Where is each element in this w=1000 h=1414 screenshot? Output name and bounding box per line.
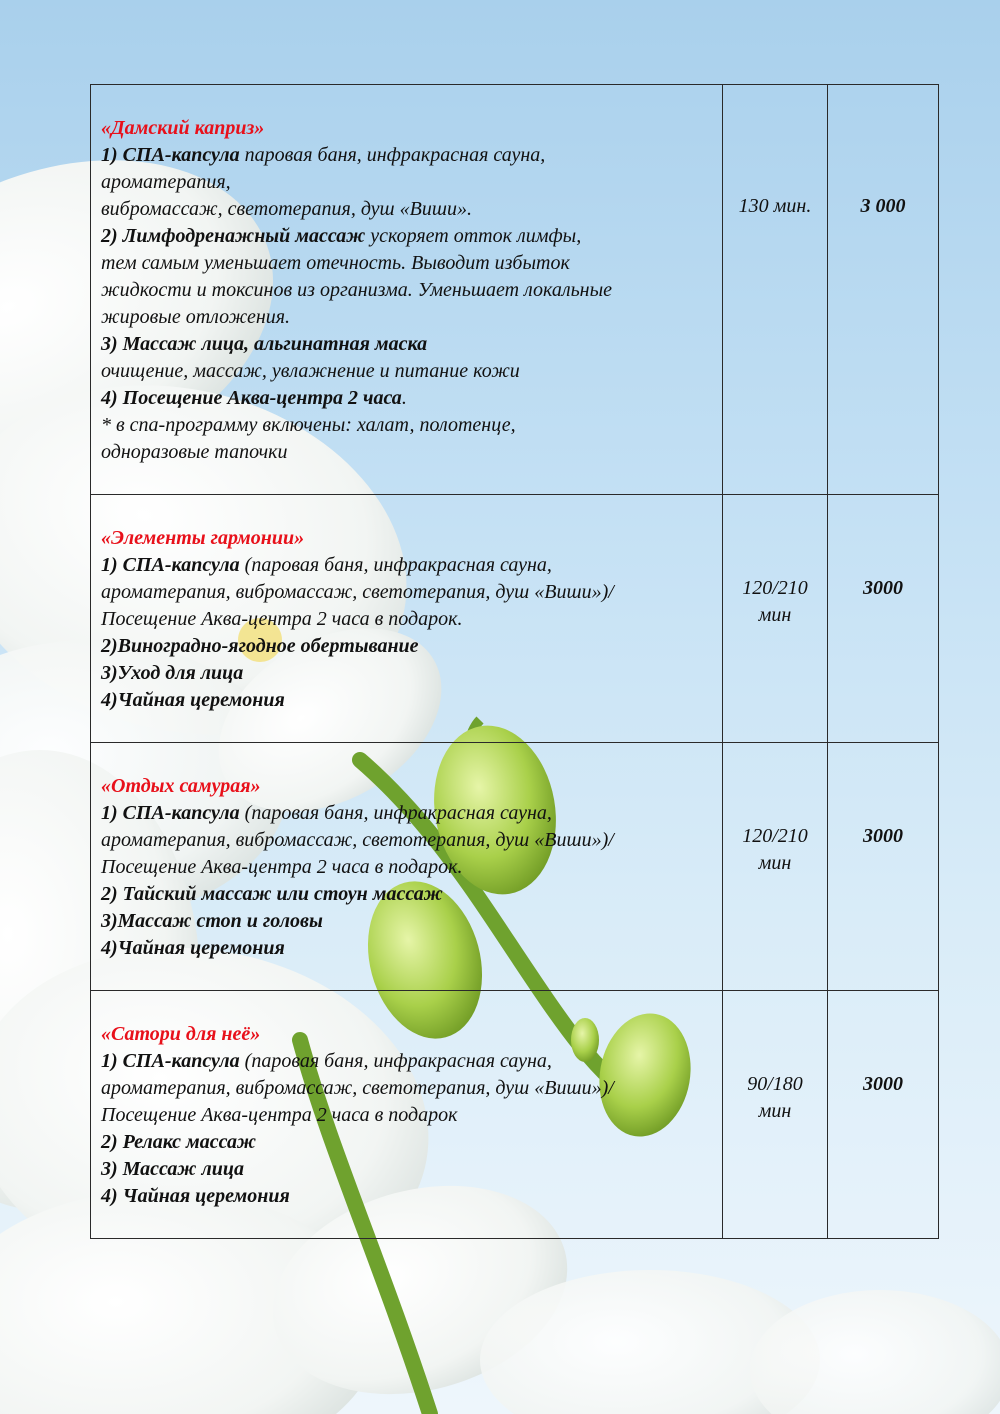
program-title: «Дамский каприз» xyxy=(101,117,265,139)
description-line: 4)Чайная церемония xyxy=(101,937,285,959)
description-line: жидкости и токсинов из организма. Уменьшает локальные xyxy=(101,279,613,301)
program-price: 3000 xyxy=(828,495,939,743)
description-line: ароматерапия, вибромассаж, светотерапия, душ «Виши»)/ xyxy=(101,829,614,851)
description-line: ароматерапия, вибромассаж, светотерапия, душ «Виши»)/ xyxy=(101,1077,614,1099)
description-line: 3) Массаж лица, альгинатная маска xyxy=(101,333,428,355)
description-line: Посещение Аква-центра 2 часа в подарок. xyxy=(101,608,463,630)
description-line: 2) Лимфодренажный массаж ускоряет отток лимфы, xyxy=(101,225,582,247)
program-title: «Сатори для неё» xyxy=(101,1023,261,1045)
program-title: «Отдых самурая» xyxy=(101,775,261,797)
description-line: Посещение Аква-центра 2 часа в подарок xyxy=(101,1104,458,1126)
description-line: 2) Релакс массаж xyxy=(101,1131,257,1153)
description-line: 3) Массаж лица xyxy=(101,1158,244,1180)
description-line: тем самым уменьшает отечность. Выводит избыток xyxy=(101,252,570,274)
program-description xyxy=(91,85,723,495)
description-line: 4)Чайная церемония xyxy=(101,689,285,711)
description-line: 1) СПА-капсула паровая баня, инфракрасная сауна, xyxy=(101,144,546,166)
description-line: 4) Чайная церемония xyxy=(101,1185,290,1207)
spa-programs-table xyxy=(90,84,939,1239)
description-line: очищение, массаж, увлажнение и питание кожи xyxy=(101,360,520,382)
description-line: 1) СПА-капсула (паровая баня, инфракрасная сауна, xyxy=(101,554,552,576)
program-description xyxy=(91,991,723,1239)
description-line: одноразовые тапочки xyxy=(101,441,288,463)
description-line: 4) Посещение Аква-центра 2 часа. xyxy=(101,387,407,409)
program-duration: 120/210 мин xyxy=(723,743,828,991)
description-line: 1) СПА-капсула (паровая баня, инфракрасная сауна, xyxy=(101,802,552,824)
description-line: ароматерапия, вибромассаж, светотерапия, душ «Виши»)/ xyxy=(101,581,614,603)
description-line: 2)Виноградно-ягодное обертывание xyxy=(101,635,419,657)
program-duration: 130 мин. xyxy=(723,85,828,495)
program-title: «Элементы гармонии» xyxy=(101,527,305,549)
description-line: ароматерапия, xyxy=(101,171,231,193)
program-price: 3000 xyxy=(828,743,939,991)
program-price: 3 000 xyxy=(828,85,939,495)
description-line: Посещение Аква-центра 2 часа в подарок. xyxy=(101,856,463,878)
table-row xyxy=(91,743,939,991)
description-line: 2) Тайский массаж или стоун массаж xyxy=(101,883,443,905)
table-row xyxy=(91,495,939,743)
table-row xyxy=(91,85,939,495)
description-line: жировые отложения. xyxy=(101,306,291,328)
description-line: * в спа-программу включены: халат, полотенце, xyxy=(101,414,516,436)
description-line: 1) СПА-капсула (паровая баня, инфракрасная сауна, xyxy=(101,1050,552,1072)
program-description xyxy=(91,743,723,991)
program-description xyxy=(91,495,723,743)
description-line: 3)Уход для лица xyxy=(101,662,244,684)
description-line: 3)Массаж стоп и головы xyxy=(101,910,323,932)
description-line: вибромассаж, светотерапия, душ «Виши». xyxy=(101,198,472,220)
program-duration: 90/180 мин xyxy=(723,991,828,1239)
table-row xyxy=(91,991,939,1239)
program-price: 3000 xyxy=(828,991,939,1239)
program-duration: 120/210 мин xyxy=(723,495,828,743)
